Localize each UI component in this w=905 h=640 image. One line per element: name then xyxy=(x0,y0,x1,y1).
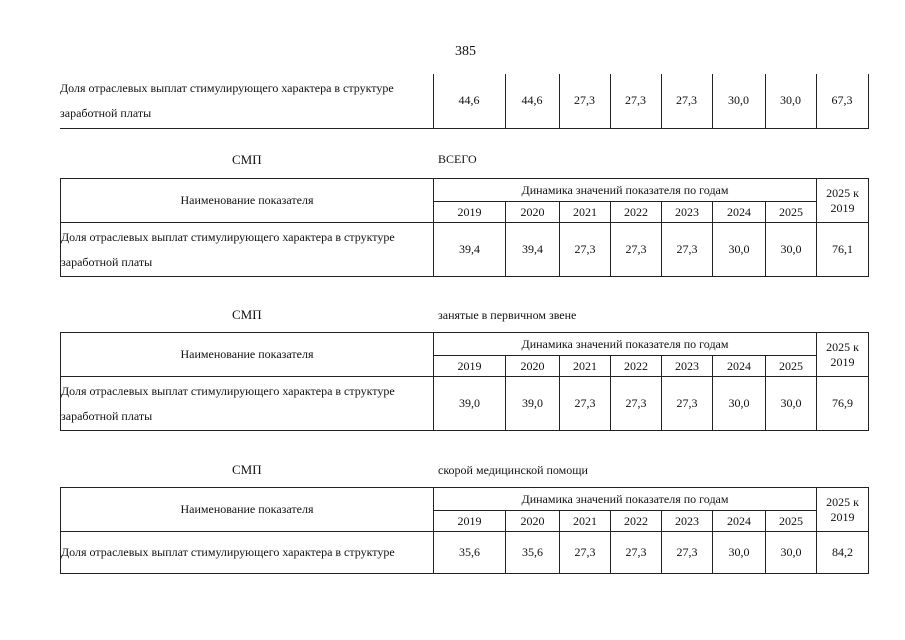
indicator-table-3 xyxy=(60,487,869,574)
value-2025-vs-2019: 67,3 xyxy=(816,74,868,128)
value-2019: 39,0 xyxy=(434,377,506,431)
value-2025: 30,0 xyxy=(765,74,816,128)
indicator-label-line2: заработной платы xyxy=(61,408,153,423)
total-header-line2: 2019 xyxy=(830,354,855,369)
section-2-category: занятые в первичном звене xyxy=(438,308,577,322)
value-2022: 27,3 xyxy=(611,377,662,431)
table-top-continuation xyxy=(60,74,869,129)
column-header-dynamics: Динамика значений показателя по годам xyxy=(434,333,817,356)
column-header-name: Наименование показателя xyxy=(61,333,434,377)
total-header-line2: 2019 xyxy=(830,200,855,215)
year-header: 2021 xyxy=(560,202,611,223)
year-header: 2025 xyxy=(766,511,817,532)
column-header-name: Наименование показателя xyxy=(61,179,434,223)
value-2019: 44,6 xyxy=(433,74,505,128)
value-2023: 27,3 xyxy=(662,377,713,431)
table-row xyxy=(61,532,869,574)
year-header: 2025 xyxy=(766,202,817,223)
table-row xyxy=(61,377,869,431)
value-2024: 30,0 xyxy=(713,223,766,277)
indicator-label-line1: Доля отраслевых выплат стимулирующего характера в структуре xyxy=(60,80,394,95)
section-2-org: СМП xyxy=(232,307,262,322)
value-2021: 27,3 xyxy=(560,223,611,277)
column-header-total xyxy=(817,488,869,532)
indicator-label-line1: Доля отраслевых выплат стимулирующего характера в структуре xyxy=(61,383,395,398)
section-1-org: СМП xyxy=(232,152,262,167)
page-number: 385 xyxy=(455,44,476,59)
indicator-table-2 xyxy=(60,332,869,431)
value-2025: 30,0 xyxy=(766,223,817,277)
column-header-name: Наименование показателя xyxy=(61,488,434,532)
header-row xyxy=(61,488,869,511)
value-2024: 30,0 xyxy=(713,532,766,574)
year-header: 2019 xyxy=(434,356,506,377)
year-header: 2020 xyxy=(506,511,560,532)
year-header: 2022 xyxy=(611,511,662,532)
year-header: 2020 xyxy=(506,356,560,377)
indicator-label-line2: заработной платы xyxy=(60,105,152,120)
value-2022: 27,3 xyxy=(610,74,661,128)
indicator-table-1 xyxy=(60,178,869,277)
value-2019: 39,4 xyxy=(434,223,506,277)
total-header-line1: 2025 к xyxy=(826,339,859,354)
table-row xyxy=(60,74,868,128)
year-header: 2021 xyxy=(560,356,611,377)
year-header: 2019 xyxy=(434,202,506,223)
value-2025-vs-2019: 84,2 xyxy=(817,532,869,574)
value-2025: 30,0 xyxy=(766,532,817,574)
value-2023: 27,3 xyxy=(662,532,713,574)
year-header: 2021 xyxy=(560,511,611,532)
column-header-total xyxy=(817,179,869,223)
year-header: 2024 xyxy=(713,202,766,223)
value-2024: 30,0 xyxy=(713,377,766,431)
value-2023: 27,3 xyxy=(662,223,713,277)
table-row xyxy=(61,223,869,277)
value-2024: 30,0 xyxy=(712,74,765,128)
header-row xyxy=(61,333,869,356)
header-row xyxy=(61,179,869,202)
column-header-total xyxy=(817,333,869,377)
section-3-org: СМП xyxy=(232,462,262,477)
year-header: 2023 xyxy=(662,202,713,223)
year-header: 2025 xyxy=(766,356,817,377)
year-header: 2023 xyxy=(662,511,713,532)
value-2025-vs-2019: 76,1 xyxy=(817,223,869,277)
column-header-dynamics: Динамика значений показателя по годам xyxy=(434,488,817,511)
year-header: 2019 xyxy=(434,511,506,532)
value-2020: 35,6 xyxy=(506,532,560,574)
indicator-label-line2: заработной платы xyxy=(61,254,153,269)
column-header-dynamics: Динамика значений показателя по годам xyxy=(434,179,817,202)
indicator-label xyxy=(60,74,433,128)
indicator-label-line1: Доля отраслевых выплат стимулирующего характера в структуре xyxy=(61,229,395,244)
indicator-label xyxy=(61,223,434,277)
value-2021: 27,3 xyxy=(559,74,610,128)
value-2021: 27,3 xyxy=(560,532,611,574)
year-header: 2020 xyxy=(506,202,560,223)
total-header-line1: 2025 к xyxy=(826,185,859,200)
value-2019: 35,6 xyxy=(434,532,506,574)
section-3-category: скорой медицинской помощи xyxy=(438,463,588,477)
value-2022: 27,3 xyxy=(611,223,662,277)
indicator-label xyxy=(61,532,434,574)
indicator-label-line1: Доля отраслевых выплат стимулирующего характера в структуре xyxy=(61,545,395,559)
value-2025: 30,0 xyxy=(766,377,817,431)
year-header: 2022 xyxy=(611,356,662,377)
indicator-label xyxy=(61,377,434,431)
year-header: 2024 xyxy=(713,356,766,377)
year-header: 2022 xyxy=(611,202,662,223)
value-2020: 44,6 xyxy=(505,74,559,128)
total-header-line2: 2019 xyxy=(830,509,855,524)
value-2023: 27,3 xyxy=(661,74,712,128)
section-1-category: ВСЕГО xyxy=(438,152,477,166)
year-header: 2024 xyxy=(713,511,766,532)
value-2020: 39,4 xyxy=(506,223,560,277)
value-2021: 27,3 xyxy=(560,377,611,431)
value-2020: 39,0 xyxy=(506,377,560,431)
value-2025-vs-2019: 76,9 xyxy=(817,377,869,431)
total-header-line1: 2025 к xyxy=(826,494,859,509)
year-header: 2023 xyxy=(662,356,713,377)
value-2022: 27,3 xyxy=(611,532,662,574)
